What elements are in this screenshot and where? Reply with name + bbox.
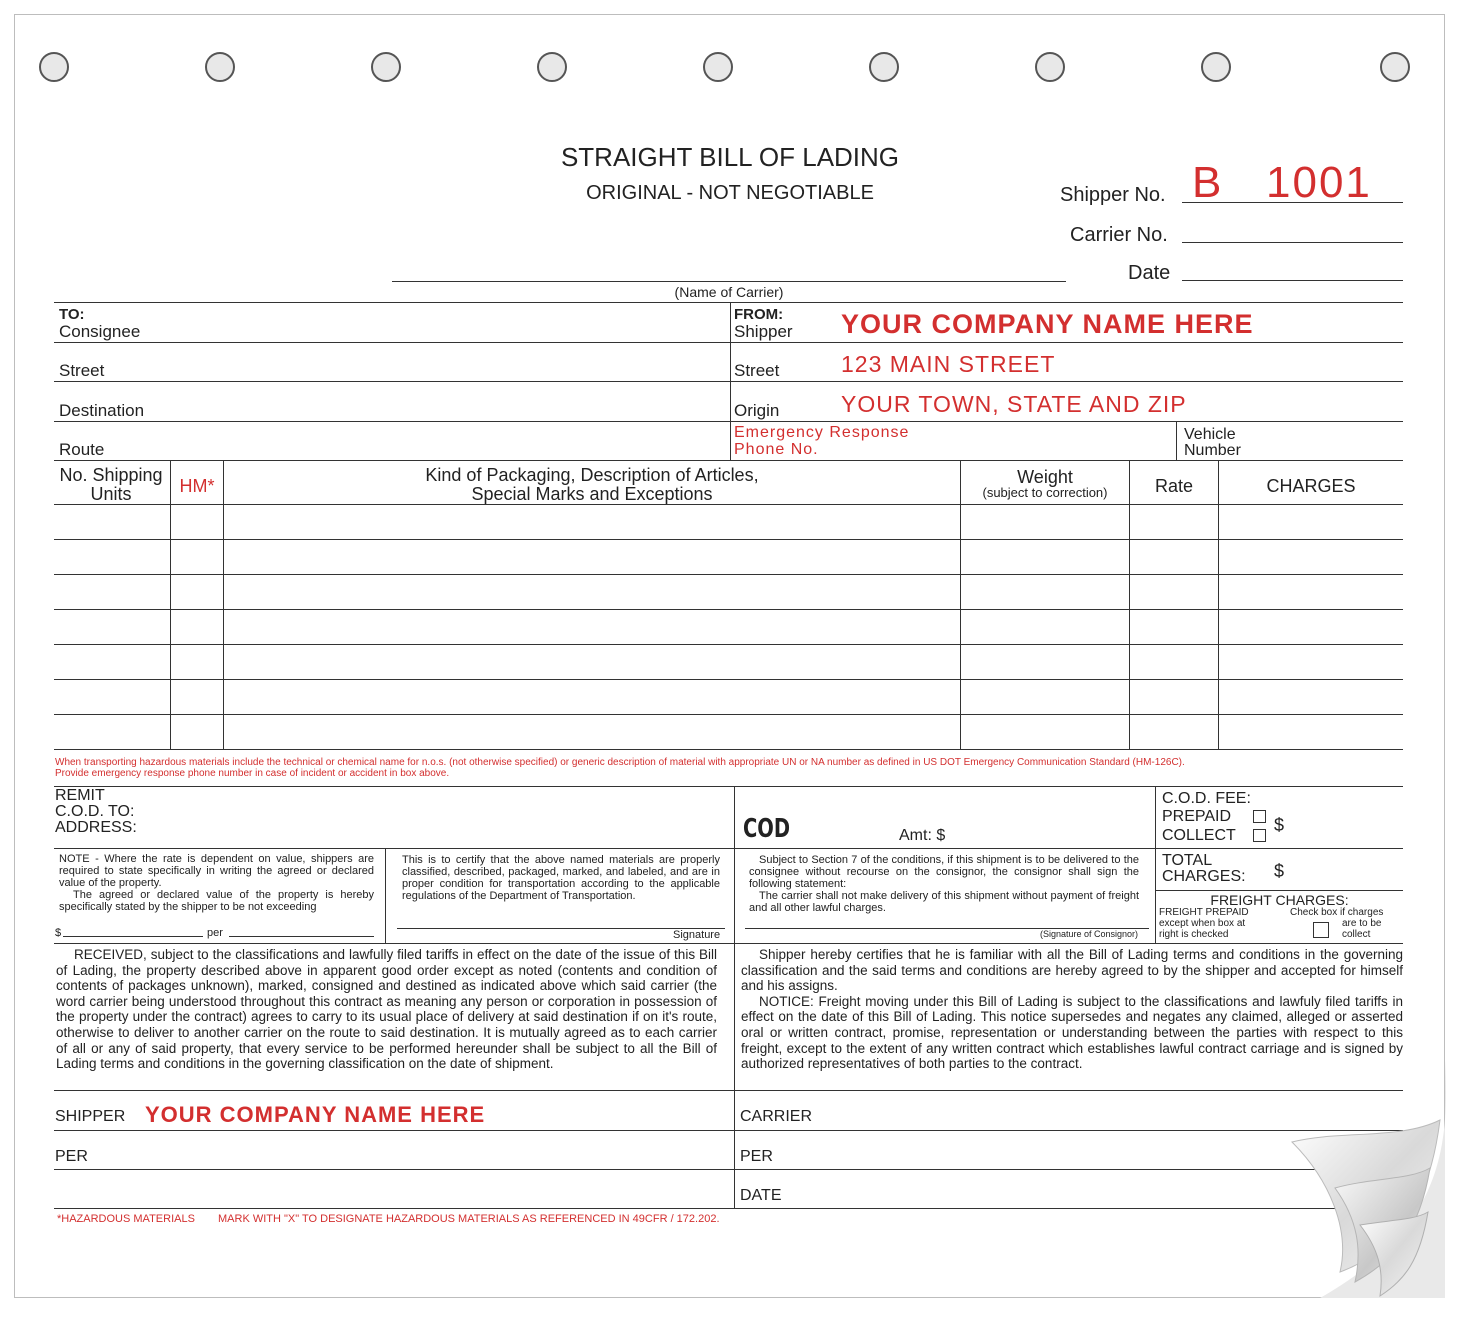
divider bbox=[54, 381, 1403, 382]
freight-collect-checkbox[interactable] bbox=[1313, 922, 1329, 938]
divider bbox=[54, 1208, 1403, 1209]
from-street-label: Street bbox=[734, 361, 780, 380]
table-row[interactable] bbox=[54, 609, 1403, 610]
punch-hole-icon bbox=[39, 52, 69, 82]
carrier-name-field[interactable] bbox=[392, 281, 1066, 282]
value-note-line1: NOTE - Where the rate is dependent on value, shippers are required to state specifically in writing the agreed or declared value of the property. bbox=[59, 853, 374, 889]
charges-label: CHARGES: bbox=[1162, 868, 1246, 885]
col-weight-header: Weight bbox=[1017, 467, 1073, 487]
punch-hole-icon bbox=[1380, 52, 1410, 82]
value-note-line2: The agreed or declared value of the property is hereby specifically stated by the shipper to be not exceeding bbox=[59, 889, 374, 913]
shipper-no-line[interactable] bbox=[1182, 202, 1403, 203]
route-label: Route bbox=[59, 440, 105, 459]
punch-hole-icon bbox=[371, 52, 401, 82]
table-row[interactable] bbox=[54, 679, 1403, 680]
divider bbox=[734, 786, 735, 943]
date-label: Date bbox=[1128, 262, 1171, 284]
footer-carrier-per-label: PER bbox=[740, 1148, 773, 1165]
col-description-line1: Kind of Packaging, Description of Articles, bbox=[425, 465, 759, 485]
freight-prepaid-line3: right is checked bbox=[1159, 929, 1229, 940]
table-row[interactable] bbox=[54, 539, 1403, 540]
divider bbox=[1155, 786, 1156, 943]
divider bbox=[1218, 460, 1219, 749]
emergency-phone-label: Phone No. bbox=[734, 441, 819, 458]
total-charges-dollar: $ bbox=[1274, 861, 1285, 881]
col-weight-subheader: (subject to correction) bbox=[982, 485, 1108, 500]
page-curl-icon bbox=[1280, 1060, 1465, 1318]
divider bbox=[385, 848, 386, 943]
divider bbox=[54, 848, 1403, 849]
cod-fee-label: C.O.D. FEE: bbox=[1162, 790, 1251, 807]
shipper-street-value: 123 MAIN STREET bbox=[841, 351, 1056, 377]
section7-line2: The carrier shall not make delivery of this shipment without payment of freight and all other lawful charges. bbox=[749, 890, 1139, 914]
footer-carrier-label: CARRIER bbox=[740, 1108, 813, 1125]
divider bbox=[54, 460, 1403, 461]
hazmat-footer-instruction: MARK WITH "X" TO DESIGNATE HAZARDOUS MATERIALS AS REFERENCED IN 49CFR / 172.202. bbox=[218, 1213, 720, 1225]
to-label: TO: bbox=[59, 306, 85, 323]
divider bbox=[1155, 890, 1403, 891]
col-hm-header: HM* bbox=[179, 476, 215, 496]
consignee-label: Consignee bbox=[59, 322, 141, 341]
punch-hole-icon bbox=[703, 52, 733, 82]
table-row[interactable] bbox=[54, 714, 1403, 715]
address-label: ADDRESS: bbox=[55, 819, 137, 836]
declared-value-per: per bbox=[207, 927, 223, 939]
emergency-response-label: Emergency Response bbox=[734, 424, 910, 441]
footer-shipper-label: SHIPPER bbox=[55, 1108, 126, 1125]
total-charges-label bbox=[1162, 853, 1246, 885]
col-description-line2: Special Marks and Exceptions bbox=[471, 484, 713, 504]
section7-line1: Subject to Section 7 of the conditions, if this shipment is to be delivered to the consignee without recourse on the consignor, the consignor shall sign the following statement: bbox=[749, 854, 1139, 890]
punch-hole-icon bbox=[205, 52, 235, 82]
total-label: TOTAL bbox=[1162, 852, 1213, 869]
collect-label: COLLECT bbox=[1162, 827, 1236, 844]
punch-hole-icon bbox=[1035, 52, 1065, 82]
divider bbox=[54, 749, 1403, 750]
prepaid-label: PREPAID bbox=[1162, 808, 1232, 825]
cod-fee-dollar: $ bbox=[1274, 815, 1285, 835]
origin-label: Origin bbox=[734, 401, 780, 420]
to-street-label: Street bbox=[59, 361, 105, 380]
divider bbox=[54, 943, 1403, 944]
prepaid-checkbox[interactable] bbox=[1253, 810, 1266, 823]
divider bbox=[54, 1130, 1403, 1131]
hazmat-footer-label: *HAZARDOUS MATERIALS bbox=[57, 1213, 195, 1225]
notice-paragraph: NOTICE: Freight moving under this Bill of Lading is subject to the classifications and lawfuly filed tariffs in effect on the date of this Bill of Lading. This notice supersedes and negates any claimed, alleged or asserted oral or written contract, promise, representation or understanding between the parties with respect to this freight, except to the extent of any written contract which establishes lawful contract carriage and is signed by authorized representatives of both parties to the contract. bbox=[741, 993, 1403, 1072]
col-charges-header: CHARGES bbox=[1266, 476, 1356, 496]
certifies-paragraph: Shipper hereby certifies that he is familiar with all the Bill of Lading terms and conditions in the governing classification and the said terms and conditions are hereby agreed to by the shipper and accepted for himself and his assigns. bbox=[741, 947, 1403, 994]
divider bbox=[1176, 421, 1177, 460]
declared-value-per-field[interactable] bbox=[229, 936, 374, 937]
col-units-header-line2: Units bbox=[90, 484, 132, 504]
divider bbox=[960, 460, 961, 749]
destination-label: Destination bbox=[59, 401, 145, 420]
col-description-header bbox=[224, 466, 960, 504]
check-box-text-1: Check box if charges bbox=[1290, 907, 1384, 918]
footer-shipper-value: YOUR COMPANY NAME HERE bbox=[145, 1102, 486, 1127]
carrier-no-label: Carrier No. bbox=[1070, 224, 1168, 246]
hazmat-note-line1: When transporting hazardous materials include the technical or chemical name for n.o.s. (not otherwise specified) or generic description of material with appropriate UN or NA number as defined in US DOT Emergency Communication Standard (HM-126C). bbox=[55, 757, 1185, 768]
punch-hole-icon bbox=[537, 52, 567, 82]
col-rate-header: Rate bbox=[1154, 476, 1194, 496]
carrier-no-field[interactable] bbox=[1182, 242, 1403, 243]
remit-label: REMIT bbox=[55, 787, 105, 804]
footer-date-label: DATE bbox=[740, 1187, 782, 1204]
declared-value-dollar: $ bbox=[55, 927, 62, 939]
signature-label: Signature bbox=[673, 929, 721, 941]
shipper-certifies-text bbox=[741, 947, 1403, 1072]
check-box-text-3: collect bbox=[1342, 929, 1371, 940]
declared-value-field[interactable] bbox=[63, 936, 203, 937]
punch-hole-icon bbox=[869, 52, 899, 82]
shipper-no-value: B 1001 bbox=[1192, 158, 1372, 207]
vehicle-label: Vehicle bbox=[1184, 426, 1236, 443]
cod-to-label: C.O.D. TO: bbox=[55, 803, 135, 820]
col-units-header-line1: No. Shipping bbox=[59, 465, 163, 485]
divider bbox=[1129, 460, 1130, 749]
divider bbox=[54, 786, 1403, 787]
shipper-no-label: Shipper No. bbox=[1060, 184, 1166, 206]
divider bbox=[54, 421, 1403, 422]
freight-prepaid-line1: FREIGHT PREPAID bbox=[1159, 907, 1249, 918]
form-title: STRAIGHT BILL OF LADING bbox=[560, 142, 900, 172]
table-row[interactable] bbox=[54, 644, 1403, 645]
form-subtitle: ORIGINAL - NOT NEGOTIABLE bbox=[586, 182, 874, 204]
divider bbox=[54, 302, 1403, 303]
section7-text bbox=[749, 854, 1139, 914]
cod-amount-label: Amt: $ bbox=[899, 827, 946, 844]
freight-prepaid-text bbox=[1159, 907, 1249, 940]
value-note bbox=[59, 853, 374, 913]
certify-text: This is to certify that the above named materials are properly classified, described, packaged, marked, and labeled, and are in proper condition for transportation according to the applicable regulations of the Department of Transportation. bbox=[402, 854, 720, 902]
punch-hole-icon bbox=[1201, 52, 1231, 82]
shipper-company-name: YOUR COMPANY NAME HERE bbox=[841, 309, 1254, 339]
vehicle-number-label: Number bbox=[1184, 442, 1241, 459]
divider bbox=[54, 504, 1403, 505]
received-terms-text: RECEIVED, subject to the classifications and lawfully filed tariffs in effect on the date of the issue of this Bill of Lading, the property described above in apparent good order except as noted (contents and condition of contents of packages unknown), marked, consigned and destined as indicated above which said carrier (the word carrier being understood throughout this contract as meaning any person or corporation in possession of the property under the contract) agrees to carry to its usual place of delivery at said destination if on it's route, otherwise to deliver to another carrier on the route to said destination. It is mutually agreed as to each carrier of all or any of said property, that every service to be performed hereunder shall be subject to all the Bill of Lading terms and conditions in the governing classification on the date of shipment. bbox=[56, 947, 717, 1072]
hazmat-note-line2: Provide emergency response phone number in case of incident or accident in box above. bbox=[55, 768, 450, 779]
freight-prepaid-line2: except when box at bbox=[1159, 918, 1246, 929]
col-units-header bbox=[50, 466, 172, 504]
footer-shipper-per-label: PER bbox=[55, 1148, 88, 1165]
collect-checkbox[interactable] bbox=[1253, 829, 1266, 842]
consignor-signature-label: (Signature of Consignor) bbox=[1040, 929, 1139, 939]
name-of-carrier-label: (Name of Carrier) bbox=[674, 284, 784, 300]
remit-cod-label bbox=[55, 788, 137, 836]
hazmat-note bbox=[55, 757, 1403, 779]
divider bbox=[54, 342, 1403, 343]
date-field[interactable] bbox=[1182, 280, 1403, 281]
origin-value: YOUR TOWN, STATE AND ZIP bbox=[841, 391, 1187, 417]
cod-label: COD bbox=[743, 814, 791, 844]
from-label: FROM: bbox=[734, 306, 784, 323]
freight-charges-title: FREIGHT CHARGES: bbox=[1210, 892, 1349, 908]
table-row[interactable] bbox=[54, 574, 1403, 575]
check-box-text-2: are to be bbox=[1342, 918, 1382, 929]
divider bbox=[54, 1090, 1403, 1091]
shipper-label: Shipper bbox=[734, 322, 793, 341]
divider bbox=[54, 1169, 1403, 1170]
